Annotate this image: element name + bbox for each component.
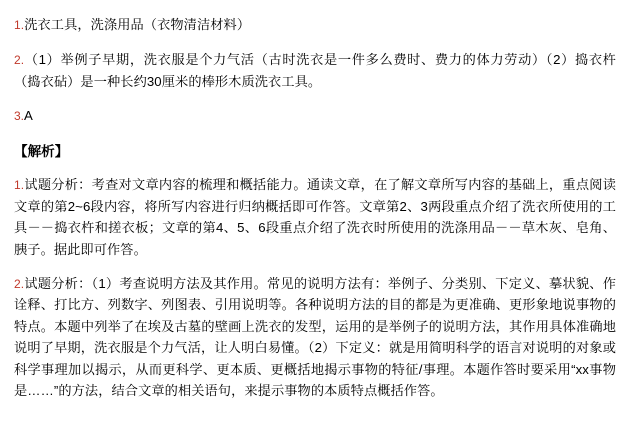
analysis-item-1-marker: 1. <box>14 178 25 193</box>
analysis-item-1 <box>14 174 616 260</box>
analysis-item-2-text: （1）考查说明方法及其作用。常见的说明方法有：举例子、分类别、下定义、摹状貌、作诠释、打比方、列数字、列图表、引用说明等。各种说明方法的目的都是为更准确、更形象地说事物的特点。本题中列举了在埃及古墓的壁画上洗衣的发型，运用的是举例子的说明方法，其作用具体准确地说明了早期，洗衣服是个力气活，让人明白易懂。（2）下定义：就是用简明科学的语言对说明的对象或科学事理加以揭示，从而更科学、更本质、更概括地揭示事物的特征/事理。本题作答时要采用“xx事物是……”的方法，结合文章的相关语句，来提示事物的本质特点概括作答。 <box>14 276 617 398</box>
analysis-item-2 <box>14 273 616 401</box>
analysis-heading: 【解析】 <box>14 144 69 160</box>
answer-item-2 <box>14 49 616 92</box>
analysis-item-2-label: 试题分析： <box>24 276 92 291</box>
answer-item-3-marker: 3. <box>14 109 25 124</box>
answer-item-3 <box>14 106 616 126</box>
answer-item-1 <box>14 14 616 35</box>
answer-item-3-text: A <box>24 108 33 124</box>
answer-item-2-text: （1）举例子早期，洗衣服是个力气活（古时洗衣是一件多么费时、费力的体力劳动）（2）捣衣杵（捣衣砧）是一种长约30厘米的棒形木质洗衣工具。 <box>14 52 616 89</box>
answer-item-2-marker: 2. <box>14 53 25 68</box>
analysis-item-2-marker: 2. <box>14 277 25 291</box>
analysis-item-1-text: 考查对文章内容的梳理和概括能力。通读文章，在了解文章所写内容的基础上，重点阅读文章的第2~6段内容，将所写内容进行归纳概括即可作答。文章第2、3两段重点介绍了洗衣所使用的工具－－捣衣杵和搓衣板；文章的第4、5、6段重点介绍了洗衣时所使用的洗涤用品－－草木灰、皂角、胰子。据此即可作答。 <box>14 177 617 257</box>
answer-item-1-text: 洗衣工具，洗涤用品（衣物清洁材料） <box>24 17 251 32</box>
analysis-item-1-label: 试题分析： <box>24 177 92 193</box>
answer-item-1-marker: 1. <box>14 18 25 32</box>
